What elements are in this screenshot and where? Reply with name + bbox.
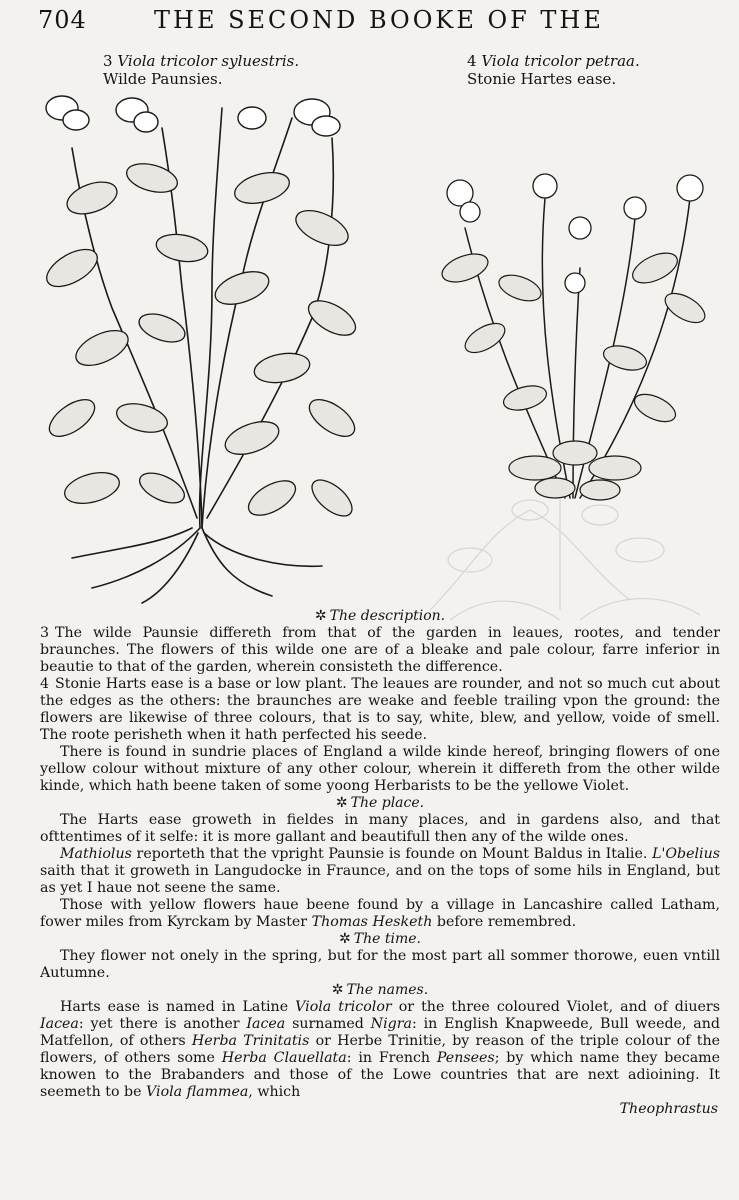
woodcut-stony-hearts-ease [425,168,720,520]
place-paragraph-1: The Harts ease groweth in fieldes in many places, and in gardens also, and that ofttentimes of it selfe: it is more gallant and beautifull then any of the wilde ones. [40,812,720,845]
description-paragraph-yellow: There is found in sundrie places of England a wilde kinde hereof, bringing flowers of one yellow colour without mixture of any other colour, wherein it differeth from the other wilde kinde, which hath beene taken of some yoong Herbarists to be the yellowe Violet. [40,744,720,794]
running-head: THE SECOND BOOKE OF THE [154,6,604,34]
figure-latin-name: Viola tricolor syluestris. [117,52,300,70]
names-paragraph: Harts ease is named in Latine Viola tricolor or the three coloured Violet, and of diuers Iacea: yet there is another Iacea surnamed Nigra: in English Knapweede, Bull weede, and Matfellon, of others Herba Trinitatis or Herbe Trinitie, by reason of the triple colour of the flowers, of others some Herba Clauellata: in French Pensees; by which name they became knowen to the Brabanders and those of the Lowe countries that are next adioining. It seemeth to be Viola flammea, which [40,999,721,1100]
figure-caption-left [103,52,299,88]
place-paragraph-2: Mathiolus reporteth that the vpright Paunsie is founde on Mount Baldus in Italie. L'Obelius saith that it groweth in Langudocke in Fraunce, and on the tops of some hils in England, but as yet I haue not seene the same. [40,846,721,896]
section-heading-place: ✲ The place. [335,795,425,811]
section-heading-names: ✲ The names. [331,982,429,998]
figure-english-name: Wilde Paunsies. [103,70,223,88]
description-paragraph-3: 3 The wilde Paunsie differeth from that of the garden in leaues, rootes, and tender braunches. The flowers of this wilde one are of a bleake and pale colour, farre inferior in beautie to that of the garden, wherein consisteth the difference. [40,625,720,675]
body-text [40,608,720,1118]
woodcut-wild-pansy [32,88,372,606]
figure-english-name: Stonie Hartes ease. [467,70,617,88]
figure-number: 4 [467,52,477,70]
catchword: Theophrastus [619,1101,718,1117]
figure-latin-name: Viola tricolor petraa. [481,52,640,70]
section-heading-description: ✲ The description. [314,608,446,624]
page-header [28,4,718,40]
section-heading-time: ✲ The time. [339,931,421,947]
time-paragraph: They flower not onely in the spring, but for the most part all sommer thorowe, euen vntill Autumne. [40,948,720,981]
figure-number: 3 [103,52,113,70]
figure-caption-right [467,52,640,88]
description-paragraph-4: 4 Stonie Harts ease is a base or low plant. The leaues are rounder, and not so much cut about the edges as the others: the braunches are weake and feeble trailing vpon the ground: the flowers are likewise of three colours, that is to say, white, blew, and yellow, voide of smell. The roote perisheth when it hath perfected his seede. [40,676,720,743]
page-number: 704 [38,6,87,34]
place-paragraph-3: Those with yellow flowers haue beene found by a village in Lancashire called Latham, fower miles from Kyrckam by Master Thomas Hesketh before remembred. [40,897,720,930]
